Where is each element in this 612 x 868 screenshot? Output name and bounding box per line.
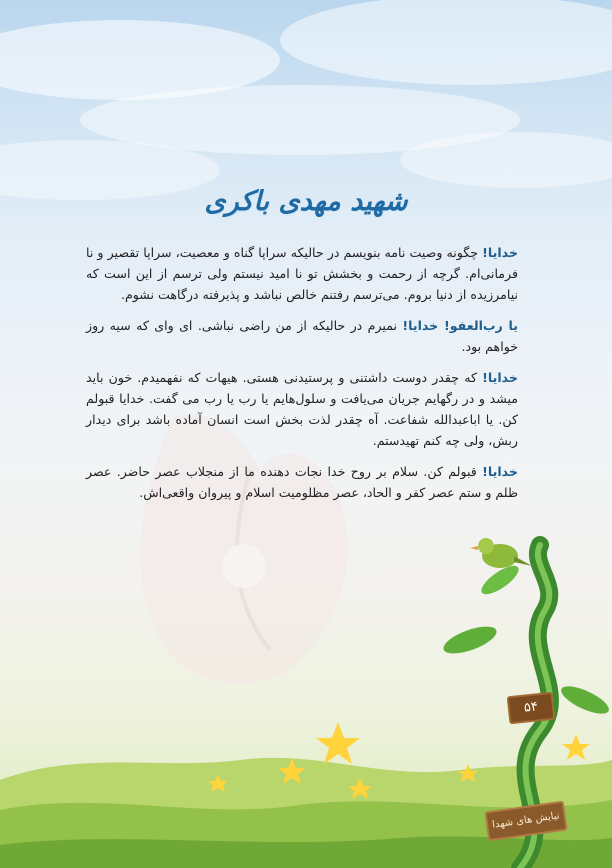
- paragraph-body: قبولم کن. سلام بر روح خدا نجات دهنده ما از منجلاب عصر حاضر. عصر ظلم و ستم عصر کفر و الحاد، عصر مظلومیت اسلام و پیروان واقعی‌اش.: [86, 464, 518, 500]
- body-text: [86, 242, 518, 513]
- page-title: شهید مهدی باکری: [204, 186, 408, 217]
- paragraph-body: نمیرم در حالیکه از من راضی نباشی. ای وای که سیه روز خواهم بود.: [86, 318, 518, 354]
- paragraph-keyword: خدایا!: [482, 370, 518, 385]
- paragraph-body: چگونه وصیت نامه بنویسم در حالیکه سراپا گناه و معصیت، سراپا تقصیر و نا فرمانی‌ام. گرچه از رحمت و بخشش تو نا امید نیستم ولی ترسم از این است که نیامرزیده از دنیا بروم. می‌ترسم رفتنم خالص نباشد و پذیرفته درگاهت نشوم.: [86, 245, 518, 302]
- paragraph-3: [86, 367, 518, 451]
- bird-image: [470, 538, 532, 568]
- paragraph-keyword: یا رب‌العفو! خدایا!: [402, 318, 519, 333]
- paragraph-1: [86, 242, 518, 305]
- paragraph-keyword: خدایا!: [482, 245, 518, 260]
- paragraph-keyword: خدایا!: [482, 464, 518, 479]
- page-number: ۵۴: [507, 692, 556, 725]
- paragraph-body: که چقدر دوست داشتنی و پرستیدنی هستی. هیهات که نفهمیدم. خون باید میشد و در رگهایم جریان می‌یافت و سلول‌هایم یا رب یا رب می گفت. خدایا قبولم کن. یا اباعبدالله شفاعت. آه چقدر لذت بخش است انسان آماده باشد برای دیدار ربش، ولی چه کنم تهیدستم.: [86, 370, 518, 448]
- paragraph-2: [86, 315, 518, 357]
- series-sign: نیایش های شهدا: [484, 801, 567, 842]
- paragraph-4: [86, 461, 518, 503]
